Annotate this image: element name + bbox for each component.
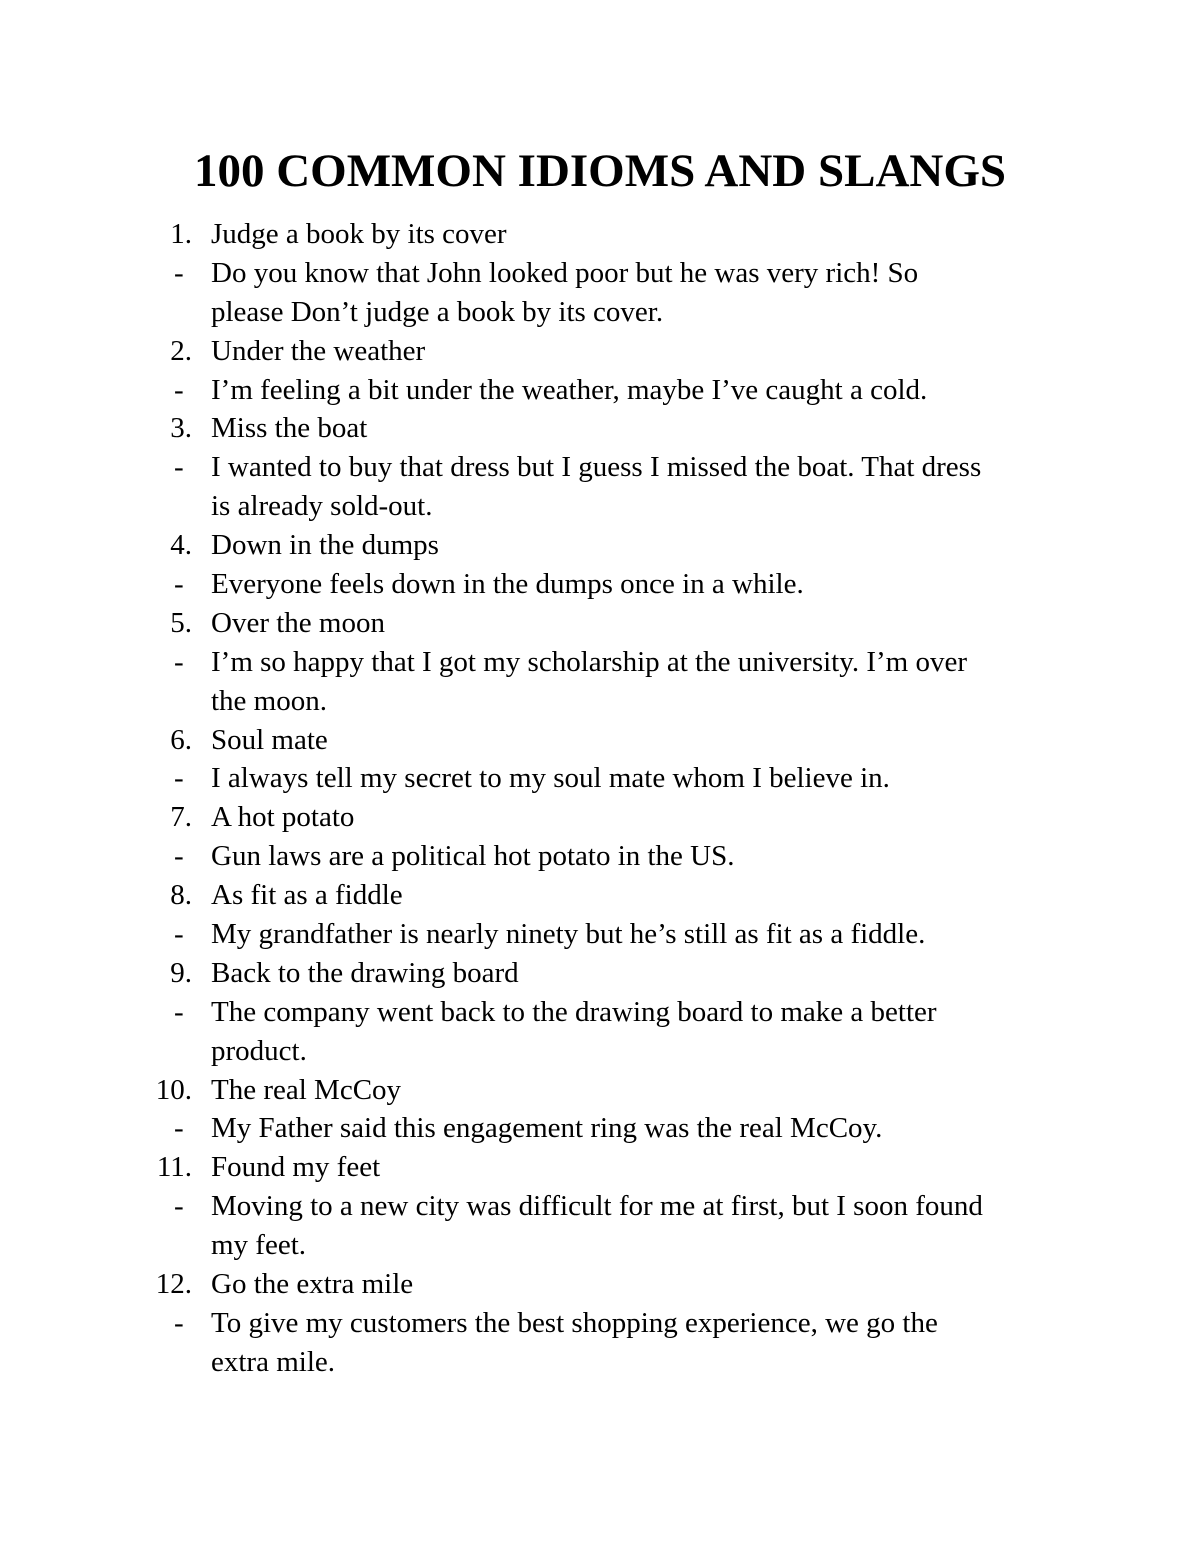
idiom-entry [0, 1071, 1200, 1149]
example-sentence: My Father said this engagement ring was the real McCoy. [211, 1112, 883, 1145]
example-line [0, 1187, 1200, 1226]
example-line-continued [0, 1226, 1200, 1265]
idiom-phrase: Soul mate [211, 723, 328, 756]
example-line-continued [0, 293, 1200, 332]
idiom-phrase: Over the moon [211, 606, 385, 639]
example-line-continued [0, 1032, 1200, 1071]
idiom-line [0, 1265, 1200, 1304]
idiom-entry [0, 332, 1200, 410]
idiom-number: 8. [170, 879, 192, 912]
idiom-entry [0, 1265, 1200, 1382]
example-line-continued [0, 1343, 1200, 1382]
idiom-entry [0, 604, 1200, 721]
idiom-phrase: Judge a book by its cover [211, 218, 507, 250]
bullet-dash: - [174, 918, 184, 951]
idiom-line [0, 1148, 1200, 1187]
example-sentence: is already sold-out. [211, 490, 433, 523]
example-line [0, 565, 1200, 604]
idiom-entry [0, 721, 1200, 799]
idiom-line [0, 1071, 1200, 1110]
example-sentence: The company went back to the drawing board to make a better [211, 995, 937, 1028]
idiom-entry [0, 1148, 1200, 1265]
example-sentence: extra mile. [211, 1345, 336, 1378]
example-sentence: my feet. [211, 1229, 307, 1262]
example-sentence: please Don’t judge a book by its cover. [211, 295, 664, 328]
bullet-dash: - [174, 762, 184, 795]
idiom-number: 5. [170, 606, 192, 639]
idiom-number: 9. [170, 956, 192, 989]
example-sentence: My grandfather is nearly ninety but he’s still as fit as a fiddle. [211, 918, 926, 951]
idiom-number: 7. [170, 801, 192, 834]
idiom-line [0, 604, 1200, 643]
bullet-dash: - [174, 645, 184, 678]
bullet-dash: - [174, 1190, 184, 1223]
idiom-line [0, 721, 1200, 760]
idiom-number: 1. [170, 218, 192, 250]
idiom-phrase: A hot potato [211, 801, 355, 834]
bullet-dash: - [174, 995, 184, 1028]
idiom-number: 4. [170, 529, 192, 562]
idiom-list [0, 215, 1200, 1382]
example-line [0, 643, 1200, 682]
example-line-continued [0, 682, 1200, 721]
idiom-entry [0, 798, 1200, 876]
bullet-dash: - [174, 840, 184, 873]
idiom-line [0, 798, 1200, 837]
idiom-phrase: Under the weather [211, 334, 426, 367]
idiom-line [0, 215, 1200, 254]
example-sentence: Gun laws are a political hot potato in the US. [211, 840, 735, 873]
example-line [0, 759, 1200, 798]
idiom-line [0, 954, 1200, 993]
bullet-dash: - [174, 256, 184, 289]
bullet-dash: - [174, 373, 184, 406]
bullet-dash: - [174, 1306, 184, 1339]
idiom-phrase: The real McCoy [211, 1073, 402, 1106]
example-line [0, 371, 1200, 410]
idiom-phrase: As fit as a fiddle [211, 879, 403, 912]
example-line [0, 837, 1200, 876]
example-line [0, 448, 1200, 487]
example-line [0, 1109, 1200, 1148]
idiom-phrase: Miss the boat [211, 412, 368, 445]
idiom-number: 6. [170, 723, 192, 756]
idiom-number: 11. [156, 1151, 192, 1184]
example-line [0, 1304, 1200, 1343]
idiom-number: 12. [155, 1268, 192, 1301]
example-sentence: I’m feeling a bit under the weather, maybe I’ve caught a cold. [211, 373, 928, 406]
idiom-phrase: Found my feet [211, 1151, 381, 1184]
idiom-entry [0, 215, 1200, 332]
bullet-dash: - [174, 1112, 184, 1145]
idiom-entry [0, 954, 1200, 1071]
idiom-number: 2. [170, 334, 192, 367]
document-title: 100 COMMON IDIOMS AND SLANGS [193, 145, 1007, 197]
bullet-dash: - [174, 451, 184, 484]
idiom-entry [0, 876, 1200, 954]
idiom-number: 10. [155, 1073, 192, 1106]
example-sentence: I wanted to buy that dress but I guess I missed the boat. That dress [211, 451, 982, 484]
example-sentence: the moon. [211, 684, 327, 717]
example-sentence: Do you know that John looked poor but he was very rich! So [211, 256, 919, 289]
idiom-line [0, 876, 1200, 915]
example-line-continued [0, 487, 1200, 526]
example-sentence: Everyone feels down in the dumps once in a while. [211, 568, 804, 601]
idiom-entry [0, 409, 1200, 526]
example-line [0, 993, 1200, 1032]
example-sentence: I always tell my secret to my soul mate whom I believe in. [211, 762, 890, 795]
idiom-phrase: Go the extra mile [211, 1268, 414, 1301]
example-sentence: To give my customers the best shopping experience, we go the [211, 1306, 938, 1339]
idiom-phrase: Down in the dumps [211, 529, 439, 562]
idiom-line [0, 409, 1200, 448]
idiom-entry [0, 526, 1200, 604]
idiom-line [0, 526, 1200, 565]
example-sentence: product. [211, 1034, 307, 1067]
idiom-number: 3. [170, 412, 192, 445]
idiom-phrase: Back to the drawing board [211, 956, 519, 989]
example-sentence: I’m so happy that I got my scholarship at the university. I’m over [211, 645, 967, 678]
bullet-dash: - [174, 568, 184, 601]
example-line [0, 915, 1200, 954]
example-sentence: Moving to a new city was difficult for me at first, but I soon found [211, 1190, 983, 1223]
idiom-line [0, 332, 1200, 371]
example-line [0, 254, 1200, 293]
